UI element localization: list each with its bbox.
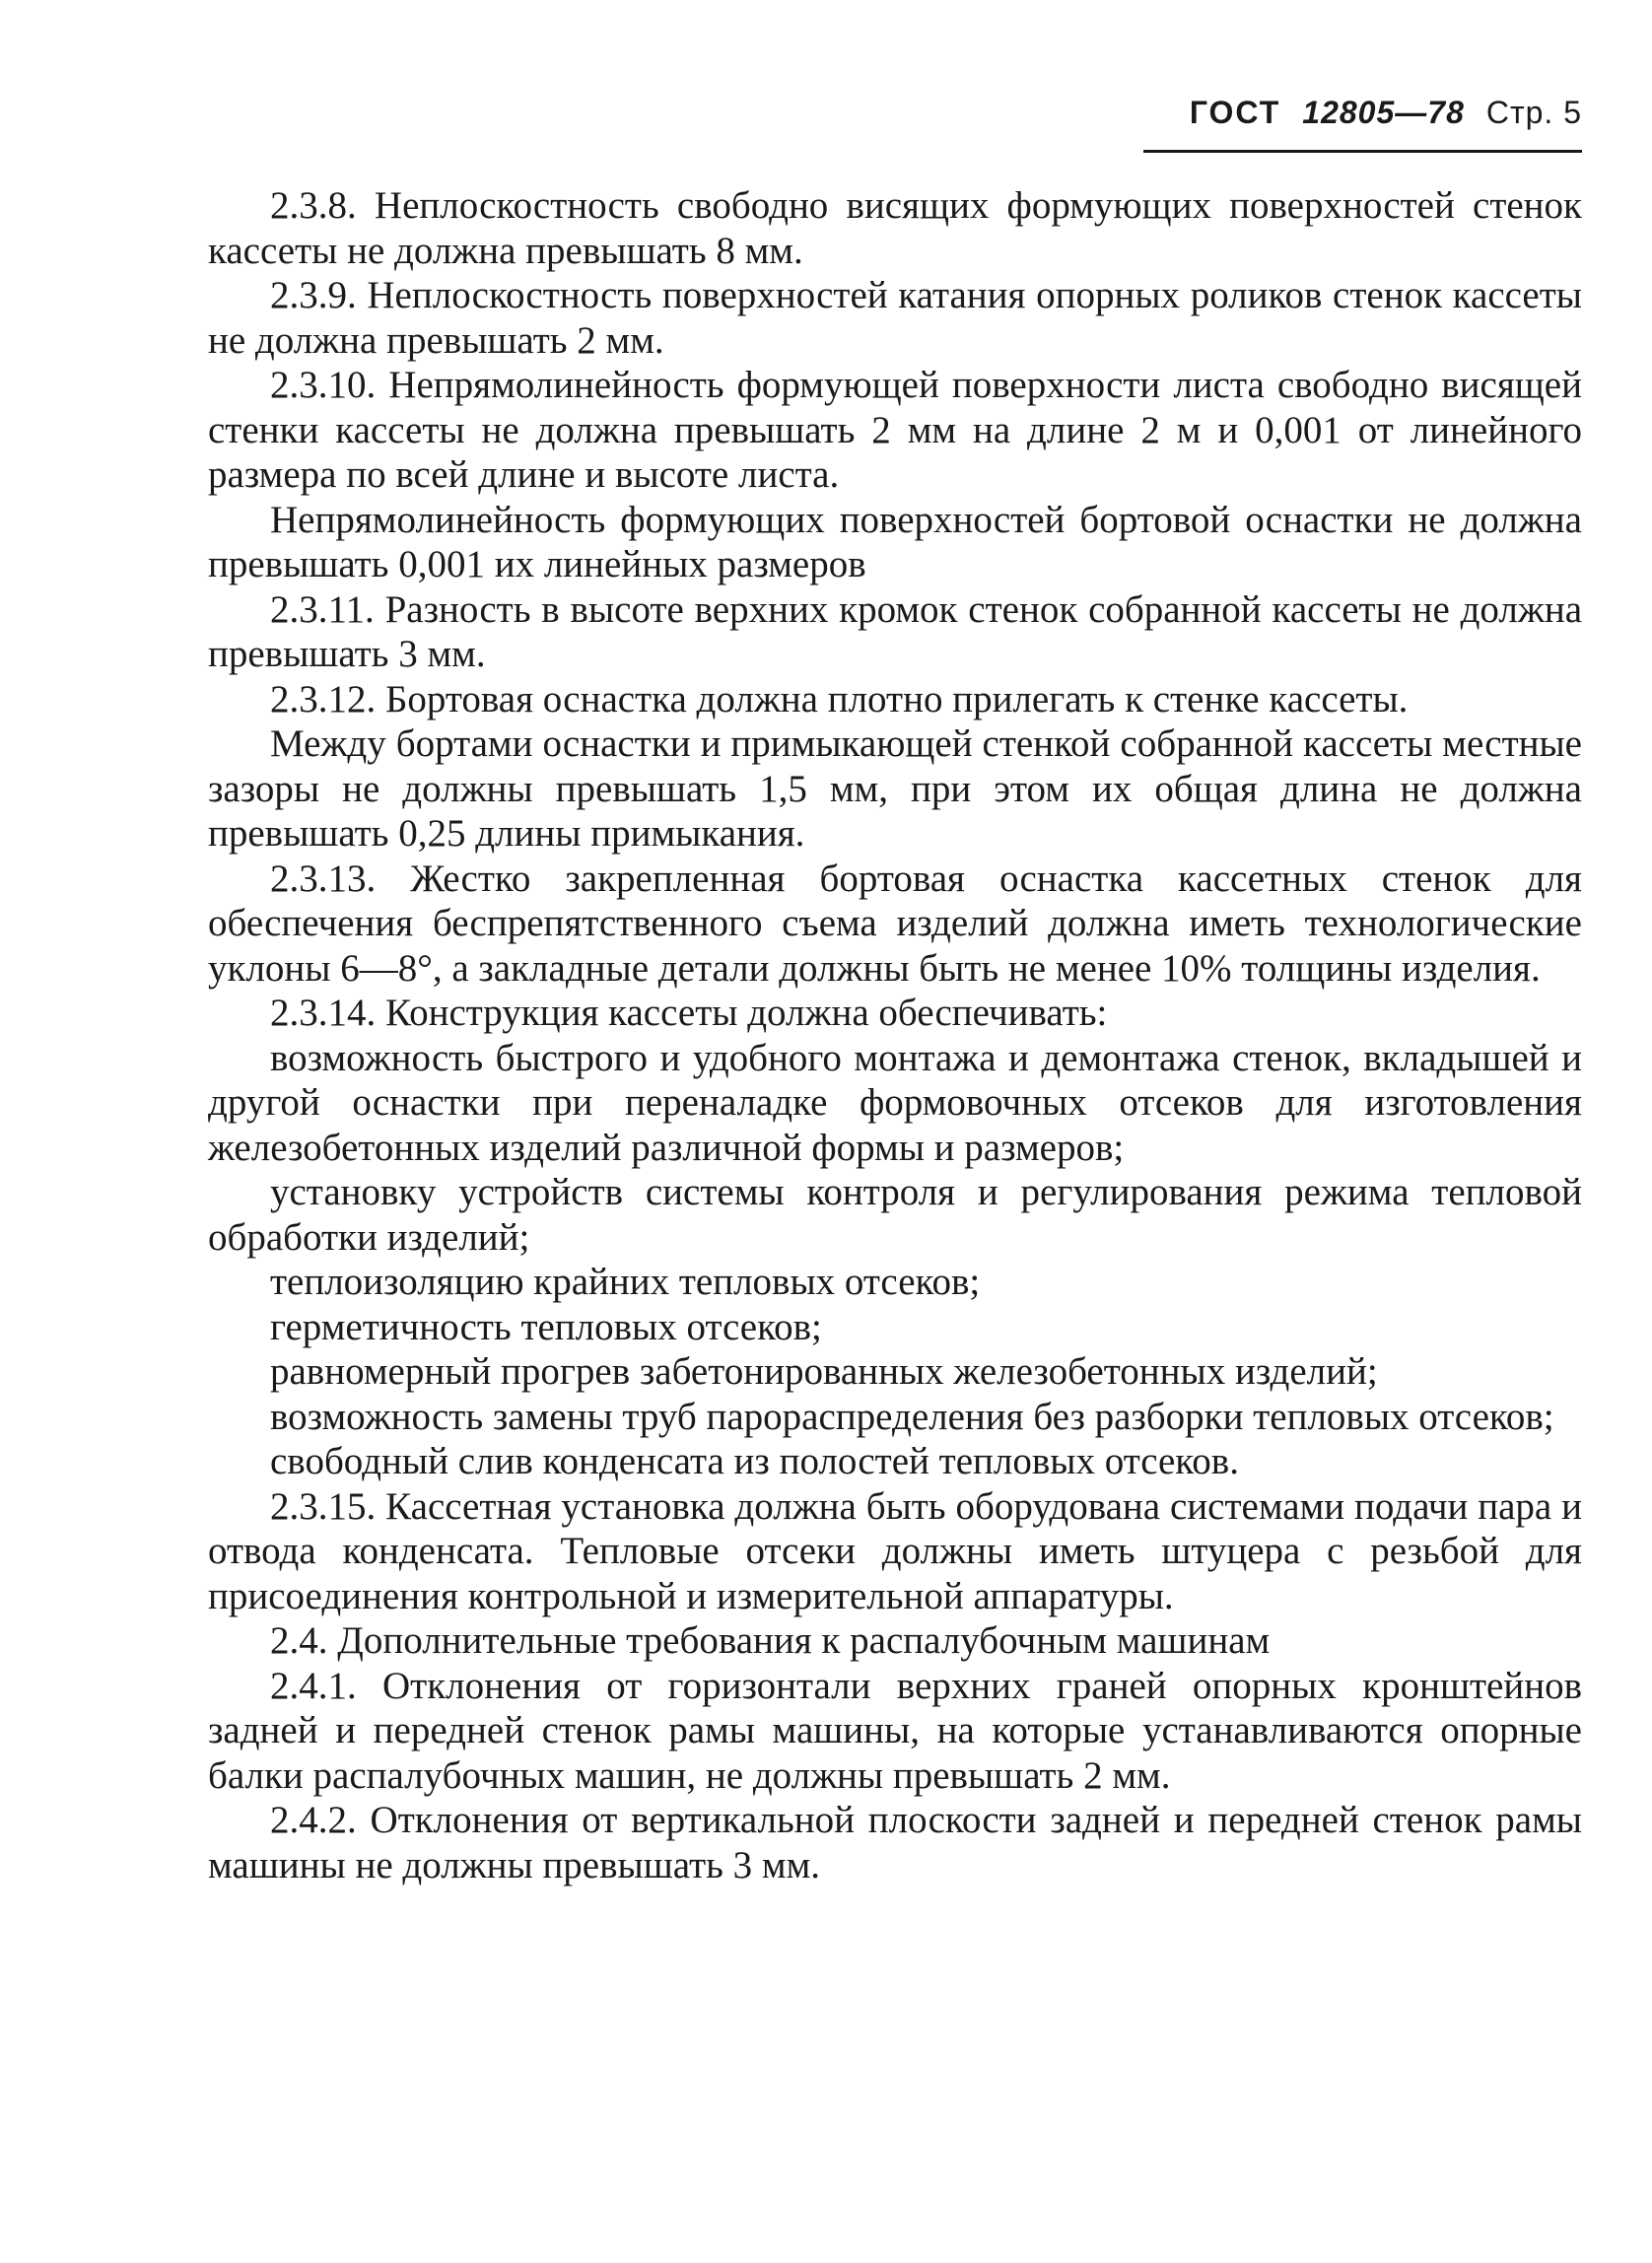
list-item-pipe-replacement: возможность замены труб парораспределения без разборки тепловых отсеков; bbox=[270, 1395, 1554, 1438]
paragraph-2-3-9: 2.3.9. Неплоскостность поверхностей катания опорных роликов стенок кассеты не должна превышать 2 мм. bbox=[208, 274, 1582, 362]
page-header bbox=[1143, 95, 1582, 153]
paragraph-2-4-1: 2.4.1. Отклонения от горизонтали верхних граней опорных кронштейнов задней и передней стенок рамы машины, на которые устанавливаются опорные балки распалубочных машин, не должны превышать 2 мм. bbox=[208, 1664, 1582, 1797]
document-body bbox=[208, 183, 1582, 1887]
paragraph-2-3-12-cont: Между бортами оснастки и примыкающей стенкой собранной кассеты местные зазоры не должны превышать 1,5 мм, при этом их общая длина не должна превышать 0,25 длины примыкания. bbox=[208, 722, 1582, 855]
paragraph-2-3-10-cont: Непрямолинейность формующих поверхностей бортовой оснастки не должна превышать 0,001 их линейных размеров bbox=[208, 498, 1582, 585]
page-number: Стр. 5 bbox=[1485, 95, 1582, 130]
paragraph-2-3-11: 2.3.11. Разность в высоте верхних кромок стенок собранной кассеты не должна превышать 3 мм. bbox=[208, 587, 1582, 675]
paragraph-2-3-8: 2.3.8. Неплоскостность свободно висящих формующих поверхностей стенок кассеты не должна превышать 8 мм. bbox=[208, 184, 1582, 272]
list-item-insulation: теплоизоляцию крайних тепловых отсеков; bbox=[270, 1261, 981, 1303]
standard-label: ГОСТ bbox=[1189, 95, 1281, 130]
paragraph-2-3-15: 2.3.15. Кассетная установка должна быть оборудована системами подачи пара и отвода конденсата. Тепловые отсеки должны иметь штуцера с резьбой для присоединения контрольной и измерительной аппаратуры. bbox=[208, 1484, 1582, 1617]
standard-number: 12805—78 bbox=[1302, 95, 1465, 130]
paragraph-2-4: 2.4. Дополнительные требования к распалубочным машинам bbox=[270, 1619, 1271, 1662]
list-item-control-system: установку устройств системы контроля и регулирования режима тепловой обработки изделий; bbox=[208, 1171, 1582, 1259]
paragraph-2-3-13: 2.3.13. Жестко закрепленная бортовая оснастка кассетных стенок для обеспечения беспрепятственного съема изделий должна иметь технологические уклоны 6—8°, а закладные детали должны быть не менее 10% толщины изделия. bbox=[208, 857, 1582, 990]
paragraph-2-3-12: 2.3.12. Бортовая оснастка должна плотно прилегать к стенке кассеты. bbox=[270, 677, 1409, 720]
list-item-heating: равномерный прогрев забетонированных железобетонных изделий; bbox=[270, 1350, 1378, 1393]
list-item-condensate-drain: свободный слив конденсата из полостей тепловых отсеков. bbox=[270, 1440, 1239, 1482]
paragraph-2-3-10: 2.3.10. Непрямолинейность формующей поверхности листа свободно висящей стенки кассеты не должна превышать 2 мм на длине 2 м и 0,001 от линейного размера по всей длине и высоте листа. bbox=[208, 364, 1582, 496]
paragraph-2-4-2: 2.4.2. Отклонения от вертикальной плоскости задней и передней стенок рамы машины не должны превышать 3 мм. bbox=[208, 1799, 1582, 1886]
list-item-sealing: герметичность тепловых отсеков; bbox=[270, 1305, 822, 1348]
paragraph-2-3-14: 2.3.14. Конструкция кассеты должна обеспечивать: bbox=[270, 992, 1108, 1034]
list-item-mounting: возможность быстрого и удобного монтажа и демонтажа стенок, вкладышей и другой оснастки при переналадке формовочных отсеков для изготовления железобетонных изделий различной формы и размеров; bbox=[208, 1036, 1582, 1169]
